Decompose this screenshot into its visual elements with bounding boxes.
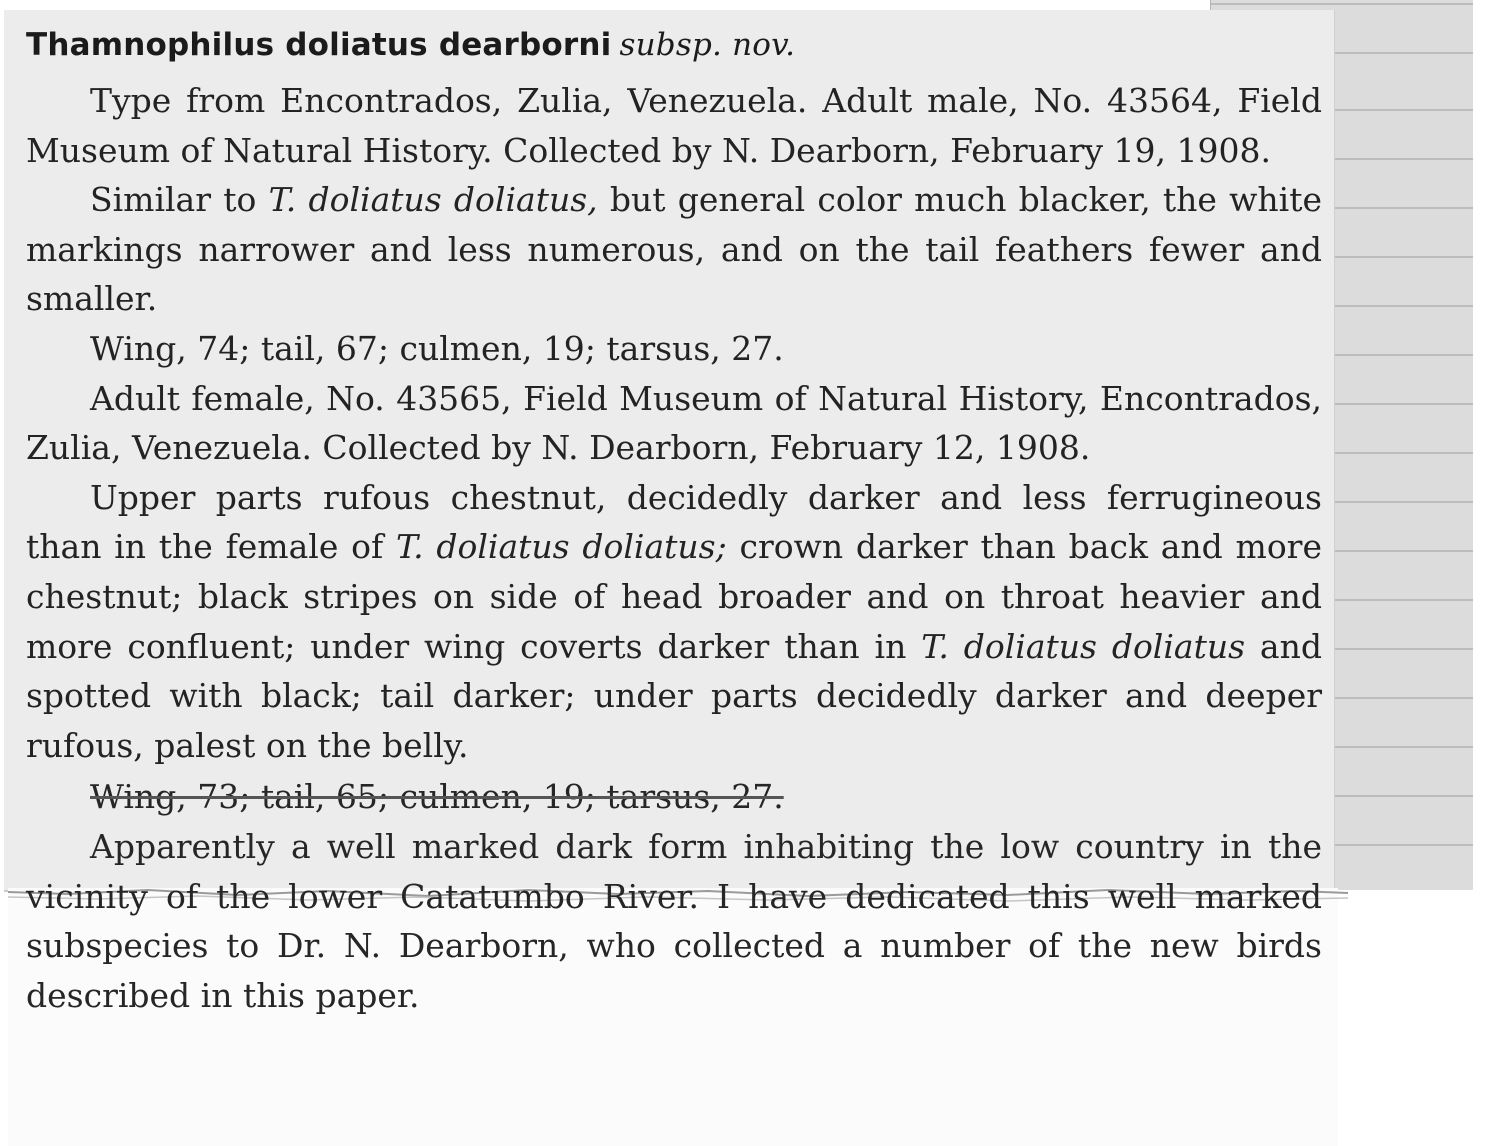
comparison-paragraph — [26, 175, 1322, 324]
lower-clipping-text — [26, 772, 1322, 1020]
comparison-taxon: T. doliatus doliatus, — [268, 180, 598, 220]
female-desc-taxon-2: T. doliatus doliatus — [921, 626, 1246, 666]
male-measurements-text: Wing, 74; tail, 67; culmen, 19; tarsus, 27. — [90, 328, 784, 368]
female-description-paragraph — [26, 473, 1322, 771]
male-measurements — [26, 324, 1322, 374]
female-desc-text-c: and spotted with black; tail darker; under parts decidedly darker and deeper rufous, palest on the belly. — [26, 626, 1322, 765]
female-desc-text-a: Upper parts rufous chestnut, decidedly darker and less ferrugineous than in the female of — [26, 477, 1322, 567]
female-desc-text-b: crown darker than back and more chestnut; black stripes on side of head broader and on throat heavier and more confluent; under wing coverts darker than in — [26, 527, 1322, 666]
type-male-paragraph — [26, 76, 1322, 175]
female-measurements — [26, 772, 1322, 822]
subspecies-note: subsp. nov. — [619, 27, 796, 63]
comparison-text-b: but general color much blacker, the white markings narrower and less numerous, and on the tail feathers fewer and smaller. — [26, 180, 1323, 319]
female-type-text: Adult female, No. 43565, Field Museum of Natural History, Encontrados, Zulia, Venezuela. Collected by N. Dearborn, February 12, 1908. — [26, 378, 1322, 468]
comparison-text-a: Similar to — [90, 180, 257, 220]
female-measurements-text: Wing, 73; tail, 65; culmen, 19; tarsus, 27. — [90, 777, 784, 817]
female-type-paragraph — [26, 374, 1322, 473]
remarks-text: Apparently a well marked dark form inhabiting the low country in the vicinity of the lower Catatumbo River. I have dedicated this well marked subspecies to Dr. N. Dearborn, who collected a number of the new birds described in this paper. — [26, 826, 1322, 1015]
species-name: Thamnophilus doliatus dearborni — [26, 27, 612, 63]
remarks-paragraph — [26, 822, 1322, 1020]
article-body — [26, 18, 1322, 1020]
species-heading — [26, 18, 1322, 72]
female-desc-taxon-1: T. doliatus doliatus; — [395, 527, 727, 567]
type-male-text: Type from Encontrados, Zulia, Venezuela. Adult male, No. 43564, Field Museum of Natural History. Collected by N. Dearborn, February 19, 1908. — [26, 81, 1322, 170]
